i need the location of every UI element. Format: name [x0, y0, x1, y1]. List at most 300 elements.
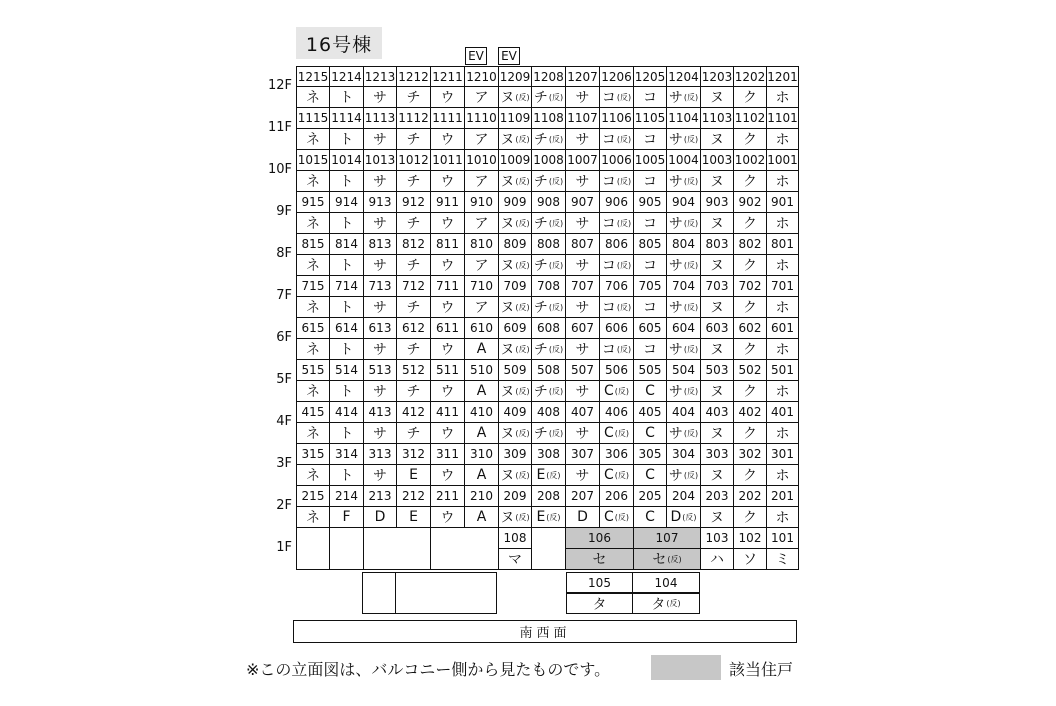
facade-direction-label: 南西面 [293, 620, 797, 643]
room-number: 1108 [532, 108, 566, 129]
room-number: 1003 [701, 150, 734, 171]
room-number: 510 [465, 360, 499, 381]
room-type: サ (反) [667, 255, 701, 276]
room-type: ヌ [701, 87, 734, 108]
room-number: 802 [734, 234, 767, 255]
room-type: ホ [767, 129, 799, 150]
room-type: コ [634, 255, 667, 276]
room-type: D [364, 507, 397, 528]
room-type: サ (反) [667, 381, 701, 402]
room-type: ウ [431, 423, 465, 444]
room-type: ヌ [701, 129, 734, 150]
room-number: 815 [296, 234, 330, 255]
room-number: 1011 [431, 150, 465, 171]
room-number: 512 [397, 360, 431, 381]
room-number: 309 [499, 444, 532, 465]
room-type: コ (反) [600, 87, 634, 108]
room-number: 1010 [465, 150, 499, 171]
room-number: 1201 [767, 66, 799, 87]
room-type: コ [634, 87, 667, 108]
room-number: 1211 [431, 66, 465, 87]
room-number: 411 [431, 402, 465, 423]
room-type: ミ [767, 549, 799, 570]
room-type: コ (反) [600, 129, 634, 150]
room-number: 902 [734, 192, 767, 213]
room-number: 405 [634, 402, 667, 423]
room-number: 714 [330, 276, 364, 297]
room-number: 805 [634, 234, 667, 255]
room-type: ホ [767, 339, 799, 360]
room-number: 210 [465, 486, 499, 507]
room-number: 1013 [364, 150, 397, 171]
room-type: コ (反) [600, 255, 634, 276]
room-number: 1009 [499, 150, 532, 171]
room-number: 706 [600, 276, 634, 297]
room-type: チ [397, 129, 431, 150]
room-number: 205 [634, 486, 667, 507]
room-number: 804 [667, 234, 701, 255]
room-number: 1210 [465, 66, 499, 87]
room-number: 612 [397, 318, 431, 339]
room-number: 106 [566, 528, 634, 549]
elevation-grid [296, 66, 799, 566]
room-type: セ [566, 549, 634, 570]
room-number: 1113 [364, 108, 397, 129]
room-type: ヌ (反) [499, 381, 532, 402]
room-type: ト [330, 423, 364, 444]
room-number: 611 [431, 318, 465, 339]
room-number: 103 [701, 528, 734, 549]
room-type: チ (反) [532, 171, 566, 192]
room-number: 503 [701, 360, 734, 381]
room-number: 101 [767, 528, 799, 549]
room-number: 212 [397, 486, 431, 507]
room-type: マ [499, 549, 532, 570]
room-type: サ [364, 171, 397, 192]
room-number: 1006 [600, 150, 634, 171]
room-type: サ [566, 87, 600, 108]
room-number: 813 [364, 234, 397, 255]
floor-label: 9F [276, 204, 292, 219]
room-type: A [465, 381, 499, 402]
room-number: 513 [364, 360, 397, 381]
room-type: ト [330, 297, 364, 318]
room-type: ア [465, 213, 499, 234]
room-number: 1112 [397, 108, 431, 129]
room-type: ク [734, 297, 767, 318]
room-number: 1004 [667, 150, 701, 171]
annex-blank-block [362, 572, 497, 614]
blank-unit [431, 528, 499, 570]
room-type: ク [734, 465, 767, 486]
room-number: 1110 [465, 108, 499, 129]
room-number: 1005 [634, 150, 667, 171]
room-type: チ [397, 381, 431, 402]
room-type: ウ [431, 297, 465, 318]
room-type: C (反) [600, 381, 634, 402]
legend-swatch [651, 655, 721, 680]
room-type: サ [364, 465, 397, 486]
room-type: サ [566, 129, 600, 150]
room-type: C [634, 423, 667, 444]
room-number: 907 [566, 192, 600, 213]
room-type: ヌ (反) [499, 87, 532, 108]
room-type: ネ [296, 171, 330, 192]
room-type: F [330, 507, 364, 528]
room-type: ヌ (反) [499, 507, 532, 528]
elevation-note: ※この立面図は、バルコニー側から見たものです。 [246, 660, 611, 679]
room-number: 709 [499, 276, 532, 297]
floor-label: 1F [276, 540, 292, 555]
room-number: 1105 [634, 108, 667, 129]
blank-unit [296, 528, 330, 570]
room-type: ヌ (反) [499, 465, 532, 486]
room-number: 915 [296, 192, 330, 213]
room-number: 410 [465, 402, 499, 423]
room-type: ネ [296, 381, 330, 402]
room-number: 715 [296, 276, 330, 297]
room-type: ヌ [701, 507, 734, 528]
room-number: 208 [532, 486, 566, 507]
room-type: ネ [296, 255, 330, 276]
room-number: 302 [734, 444, 767, 465]
room-type: チ [397, 171, 431, 192]
floor-label: 4F [276, 414, 292, 429]
room-number: 214 [330, 486, 364, 507]
room-type: ウ [431, 129, 465, 150]
room-number: 713 [364, 276, 397, 297]
room-number: 408 [532, 402, 566, 423]
room-type: C (反) [600, 423, 634, 444]
room-number: 407 [566, 402, 600, 423]
room-type: ク [734, 213, 767, 234]
floor-label: 12F [267, 78, 292, 93]
room-type: チ [397, 339, 431, 360]
room-type: ホ [767, 381, 799, 402]
room-type: ヌ [701, 423, 734, 444]
room-number: 703 [701, 276, 734, 297]
room-number: 1213 [364, 66, 397, 87]
room-type: ネ [296, 213, 330, 234]
room-type: ホ [767, 255, 799, 276]
room-number: 914 [330, 192, 364, 213]
room-number: 903 [701, 192, 734, 213]
room-number: 608 [532, 318, 566, 339]
room-number: 809 [499, 234, 532, 255]
room-type: ヌ [701, 213, 734, 234]
room-number: 906 [600, 192, 634, 213]
room-type: コ [634, 213, 667, 234]
room-type: ヌ [701, 297, 734, 318]
room-type: セ (反) [634, 549, 701, 570]
floor-label: 10F [267, 162, 292, 177]
room-number: 404 [667, 402, 701, 423]
room-number: 1207 [566, 66, 600, 87]
room-type: ハ [701, 549, 734, 570]
room-type: ウ [431, 507, 465, 528]
room-type: D [566, 507, 600, 528]
room-type: チ [397, 87, 431, 108]
room-number: 712 [397, 276, 431, 297]
room-number: 1203 [701, 66, 734, 87]
room-type: サ (反) [667, 423, 701, 444]
room-type: C [634, 381, 667, 402]
room-type: サ (反) [667, 297, 701, 318]
room-number: 215 [296, 486, 330, 507]
room-type: ホ [767, 507, 799, 528]
room-type: ヌ (反) [499, 213, 532, 234]
room-type: ホ [767, 87, 799, 108]
room-type: A [465, 423, 499, 444]
room-type: ア [465, 129, 499, 150]
room-type: A [465, 507, 499, 528]
room-number: 1205 [634, 66, 667, 87]
blank-unit [532, 528, 566, 570]
room-number: 814 [330, 234, 364, 255]
room-type: チ (反) [532, 129, 566, 150]
room-number: 1215 [296, 66, 330, 87]
room-number: 206 [600, 486, 634, 507]
room-type: サ [364, 129, 397, 150]
room-type: サ (反) [667, 465, 701, 486]
room-number: 1206 [600, 66, 634, 87]
room-number: 810 [465, 234, 499, 255]
room-type: ア [465, 297, 499, 318]
room-type: ク [734, 171, 767, 192]
room-number: 311 [431, 444, 465, 465]
room-type: サ [364, 87, 397, 108]
room-type: コ (反) [600, 297, 634, 318]
room-number: 507 [566, 360, 600, 381]
room-type: チ (反) [532, 297, 566, 318]
legend-label: 該当住戸 [729, 660, 794, 679]
room-type: ト [330, 87, 364, 108]
room-number: 912 [397, 192, 431, 213]
room-type: コ [634, 171, 667, 192]
room-type: ト [330, 129, 364, 150]
floor-label: 3F [276, 456, 292, 471]
room-type: E (反) [532, 507, 566, 528]
room-type: ト [330, 339, 364, 360]
room-number: 508 [532, 360, 566, 381]
room-type: コ [634, 297, 667, 318]
room-type: コ (反) [600, 339, 634, 360]
floor-label: 2F [276, 498, 292, 513]
room-type: タ [566, 593, 633, 614]
room-number: 509 [499, 360, 532, 381]
floor-label: 8F [276, 246, 292, 261]
room-number: 413 [364, 402, 397, 423]
room-number: 711 [431, 276, 465, 297]
room-number: 1012 [397, 150, 431, 171]
room-number: 904 [667, 192, 701, 213]
room-number: 803 [701, 234, 734, 255]
room-number: 211 [431, 486, 465, 507]
room-type: ク [734, 87, 767, 108]
room-type: E (反) [532, 465, 566, 486]
room-number: 606 [600, 318, 634, 339]
room-number: 909 [499, 192, 532, 213]
room-number: 609 [499, 318, 532, 339]
room-number: 1209 [499, 66, 532, 87]
room-type: サ [364, 297, 397, 318]
room-type: ア [465, 171, 499, 192]
room-number: 801 [767, 234, 799, 255]
room-type: サ [364, 213, 397, 234]
room-number: 613 [364, 318, 397, 339]
room-type: ク [734, 423, 767, 444]
room-number: 1107 [566, 108, 600, 129]
room-number: 308 [532, 444, 566, 465]
room-type: ト [330, 465, 364, 486]
room-type: チ [397, 213, 431, 234]
room-type: サ [364, 381, 397, 402]
room-type: チ (反) [532, 423, 566, 444]
room-number: 304 [667, 444, 701, 465]
room-type: ウ [431, 381, 465, 402]
room-type: ヌ [701, 255, 734, 276]
room-number: 615 [296, 318, 330, 339]
elevator-label: EV [465, 47, 487, 65]
room-number: 1212 [397, 66, 431, 87]
room-type: D (反) [667, 507, 701, 528]
room-type: チ [397, 297, 431, 318]
room-type: ウ [431, 255, 465, 276]
room-number: 1114 [330, 108, 364, 129]
room-number: 314 [330, 444, 364, 465]
room-type: ネ [296, 465, 330, 486]
room-number: 602 [734, 318, 767, 339]
room-number: 603 [701, 318, 734, 339]
room-number: 402 [734, 402, 767, 423]
room-number: 1008 [532, 150, 566, 171]
room-number: 812 [397, 234, 431, 255]
room-number: 901 [767, 192, 799, 213]
room-type: サ [566, 171, 600, 192]
room-type: ト [330, 381, 364, 402]
room-type: ウ [431, 465, 465, 486]
room-number: 409 [499, 402, 532, 423]
room-type: ネ [296, 423, 330, 444]
room-number: 102 [734, 528, 767, 549]
room-type: ネ [296, 507, 330, 528]
room-number: 201 [767, 486, 799, 507]
room-type: コ [634, 129, 667, 150]
room-number: 303 [701, 444, 734, 465]
room-number: 705 [634, 276, 667, 297]
room-type: A [465, 339, 499, 360]
room-number: 1104 [667, 108, 701, 129]
room-type: サ (反) [667, 171, 701, 192]
room-number: 605 [634, 318, 667, 339]
room-type: ト [330, 171, 364, 192]
room-number: 704 [667, 276, 701, 297]
room-type: チ [397, 423, 431, 444]
room-type: チ (反) [532, 213, 566, 234]
room-number: 614 [330, 318, 364, 339]
room-type: ネ [296, 87, 330, 108]
room-number: 1101 [767, 108, 799, 129]
room-number: 310 [465, 444, 499, 465]
room-type: チ (反) [532, 381, 566, 402]
room-type: ク [734, 129, 767, 150]
room-number: 401 [767, 402, 799, 423]
room-number: 807 [566, 234, 600, 255]
room-type: ホ [767, 171, 799, 192]
room-type: サ [566, 381, 600, 402]
room-number: 108 [499, 528, 532, 549]
room-type: ア [465, 87, 499, 108]
room-number: 1204 [667, 66, 701, 87]
room-number: 1111 [431, 108, 465, 129]
room-number: 313 [364, 444, 397, 465]
room-type: サ [566, 465, 600, 486]
room-type: ヌ (反) [499, 339, 532, 360]
room-type: ク [734, 255, 767, 276]
room-type: ウ [431, 87, 465, 108]
room-type: サ (反) [667, 339, 701, 360]
room-number: 415 [296, 402, 330, 423]
room-type: ヌ [701, 171, 734, 192]
room-number: 514 [330, 360, 364, 381]
floor-label: 11F [267, 120, 292, 135]
room-number: 701 [767, 276, 799, 297]
room-type: サ [566, 297, 600, 318]
room-type: ヌ [701, 381, 734, 402]
room-type: C [634, 465, 667, 486]
room-number: 1202 [734, 66, 767, 87]
room-type: ヌ (反) [499, 255, 532, 276]
room-number: 202 [734, 486, 767, 507]
room-type: ヌ (反) [499, 129, 532, 150]
floor-label: 6F [276, 330, 292, 345]
room-type: サ [364, 423, 397, 444]
room-type: ホ [767, 423, 799, 444]
room-number: 1015 [296, 150, 330, 171]
room-number: 1109 [499, 108, 532, 129]
room-number: 1002 [734, 150, 767, 171]
room-type: コ [634, 339, 667, 360]
room-type: サ (反) [667, 87, 701, 108]
room-number: 913 [364, 192, 397, 213]
room-type: チ [397, 255, 431, 276]
room-number: 107 [634, 528, 701, 549]
room-type: ク [734, 507, 767, 528]
room-type: コ (反) [600, 171, 634, 192]
room-number: 207 [566, 486, 600, 507]
room-type: チ (反) [532, 255, 566, 276]
floor-label: 5F [276, 372, 292, 387]
room-number: 301 [767, 444, 799, 465]
room-number: 1014 [330, 150, 364, 171]
room-number: 204 [667, 486, 701, 507]
building-label: 16号棟 [296, 27, 382, 59]
room-number: 414 [330, 402, 364, 423]
room-type: C (反) [600, 465, 634, 486]
room-number: 1214 [330, 66, 364, 87]
room-number: 604 [667, 318, 701, 339]
blank-unit [330, 528, 364, 570]
room-number: 203 [701, 486, 734, 507]
room-number: 610 [465, 318, 499, 339]
room-type: ア [465, 255, 499, 276]
room-number: 305 [634, 444, 667, 465]
room-type: チ (反) [532, 339, 566, 360]
room-number: 1106 [600, 108, 634, 129]
room-number: 213 [364, 486, 397, 507]
annex-divider [395, 572, 396, 614]
room-type: サ [566, 255, 600, 276]
